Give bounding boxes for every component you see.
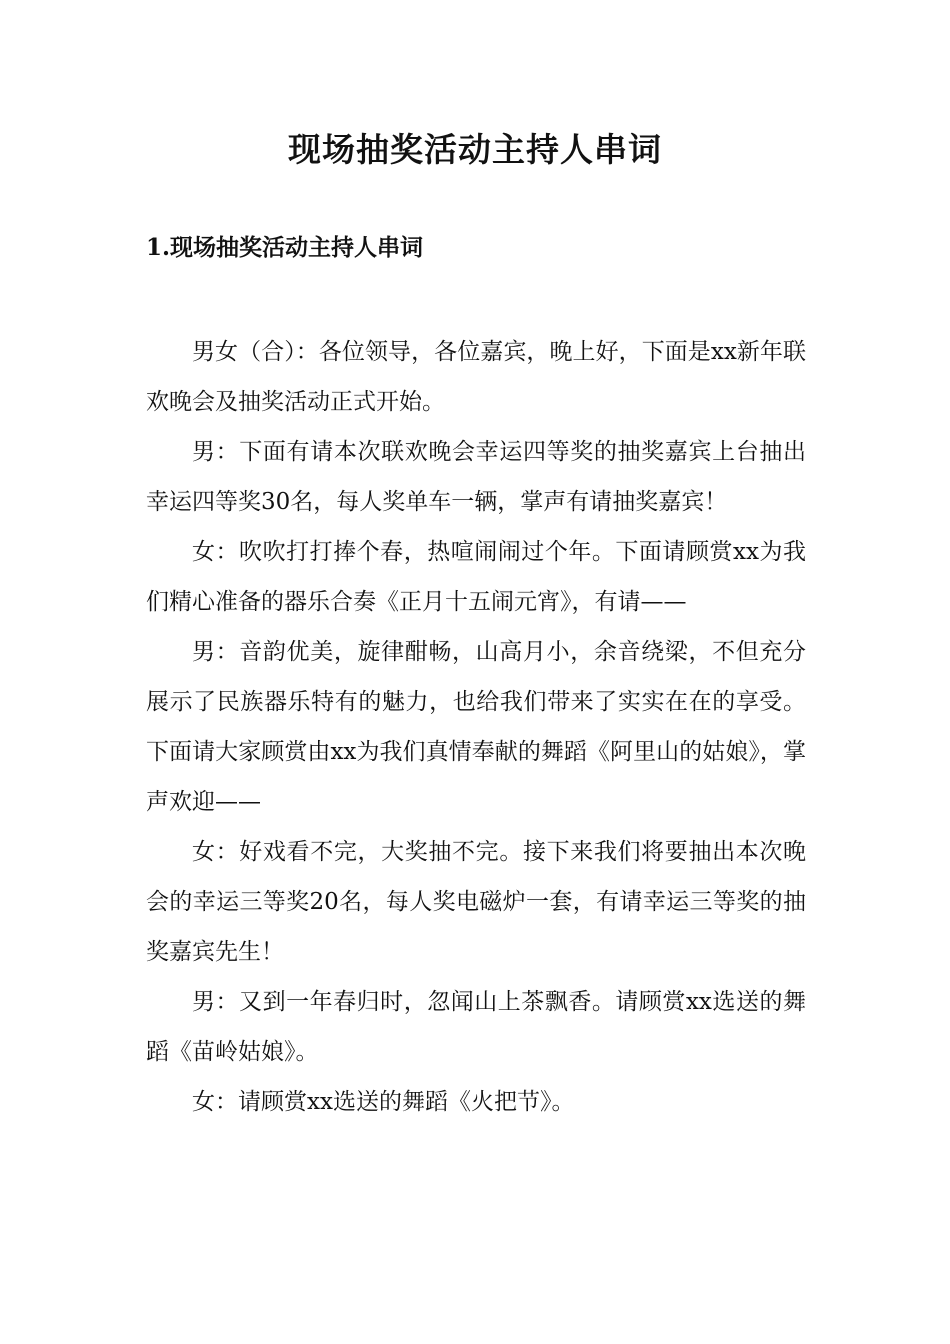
body-text — [146, 327, 806, 1127]
paragraph-instrumental: 女：吹吹打打捧个春，热喧闹闹过个年。下面请顾赏xx为我们精心准备的器乐合奏《正月十五闹元宵》，有请—— — [146, 539, 806, 615]
paragraph-third-prize: 女：好戏看不完，大奖抽不完。接下来我们将要抽出本次晚会的幸运三等奖20名，每人奖电磁炉一套，有请幸运三等奖的抽奖嘉宾先生！ — [146, 839, 806, 965]
section-heading: 1.现场抽奖活动主持人串词 — [146, 234, 424, 261]
paragraph-dance-torch: 女：请顾赏xx选送的舞蹈《火把节》。 — [192, 1089, 575, 1115]
paragraph-fourth-prize: 男：下面有请本次联欢晚会幸运四等奖的抽奖嘉宾上台抽出幸运四等奖30名，每人奖单车一辆，掌声有请抽奖嘉宾！ — [146, 439, 806, 515]
document-title: 现场抽奖活动主持人串词 — [288, 130, 662, 169]
paragraph-dance-alishan: 男：音韵优美，旋律酣畅，山高月小，余音绕梁，不但充分展示了民族器乐特有的魅力，也给我们带来了实实在在的享受。下面请大家顾赏由xx为我们真情奉献的舞蹈《阿里山的姑娘》，掌声欢迎—— — [146, 639, 806, 815]
paragraph-dance-miaoling: 男：又到一年春归时，忽闻山上茶飘香。请顾赏xx选送的舞蹈《苗岭姑娘》。 — [146, 989, 806, 1065]
paragraph-opening: 男女（合）：各位领导，各位嘉宾，晚上好，下面是xx新年联欢晚会及抽奖活动正式开始。 — [146, 339, 806, 415]
